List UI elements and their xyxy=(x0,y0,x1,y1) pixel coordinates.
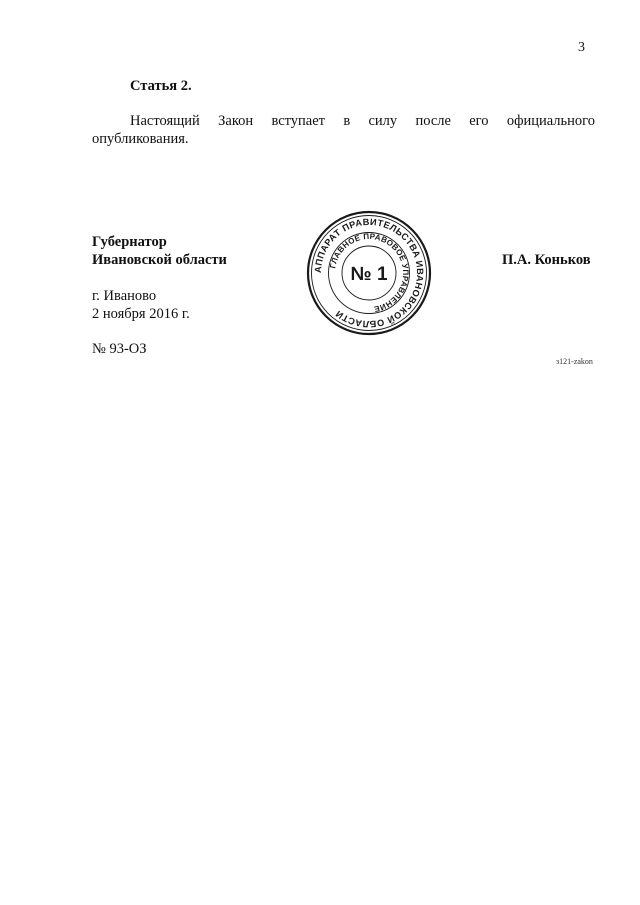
paragraph-word: официального xyxy=(506,113,595,129)
article-paragraph-line-2: опубликования. xyxy=(92,131,189,147)
official-stamp xyxy=(306,210,432,336)
paragraph-word: в xyxy=(343,113,351,129)
paragraph-word: силу xyxy=(368,113,398,129)
paragraph-word: Закон xyxy=(218,113,254,129)
article-paragraph-line-1 xyxy=(130,113,595,130)
paragraph-word: после xyxy=(415,113,451,129)
paragraph-word: вступает xyxy=(271,113,326,129)
place-of-signing: г. Иваново xyxy=(92,288,157,304)
file-code: з121-zakon xyxy=(556,357,593,366)
signer-name: П.А. Коньков xyxy=(502,252,591,268)
signer-position-line-1: Губернатор xyxy=(92,234,167,250)
paragraph-word: его xyxy=(469,113,489,129)
article-title: Статья 2. xyxy=(130,78,192,94)
stamp-center-number: № 1 xyxy=(350,264,388,285)
signer-position-line-2: Ивановской области xyxy=(92,252,227,268)
signing-date: 2 ноября 2016 г. xyxy=(92,306,190,322)
stamp-inner-text: ГЛАВНОЕ ПРАВОВОЕ УПРАВЛЕНИЕ xyxy=(328,231,411,314)
page-number: 3 xyxy=(578,40,585,55)
paragraph-word: Настоящий xyxy=(130,113,200,129)
law-number: № 93-ОЗ xyxy=(92,341,147,357)
stamp-outer-text: АППАРАТ ПРАВИТЕЛЬСТВА ИВАНОВСКОЙ ОБЛАСТИ xyxy=(312,216,426,330)
